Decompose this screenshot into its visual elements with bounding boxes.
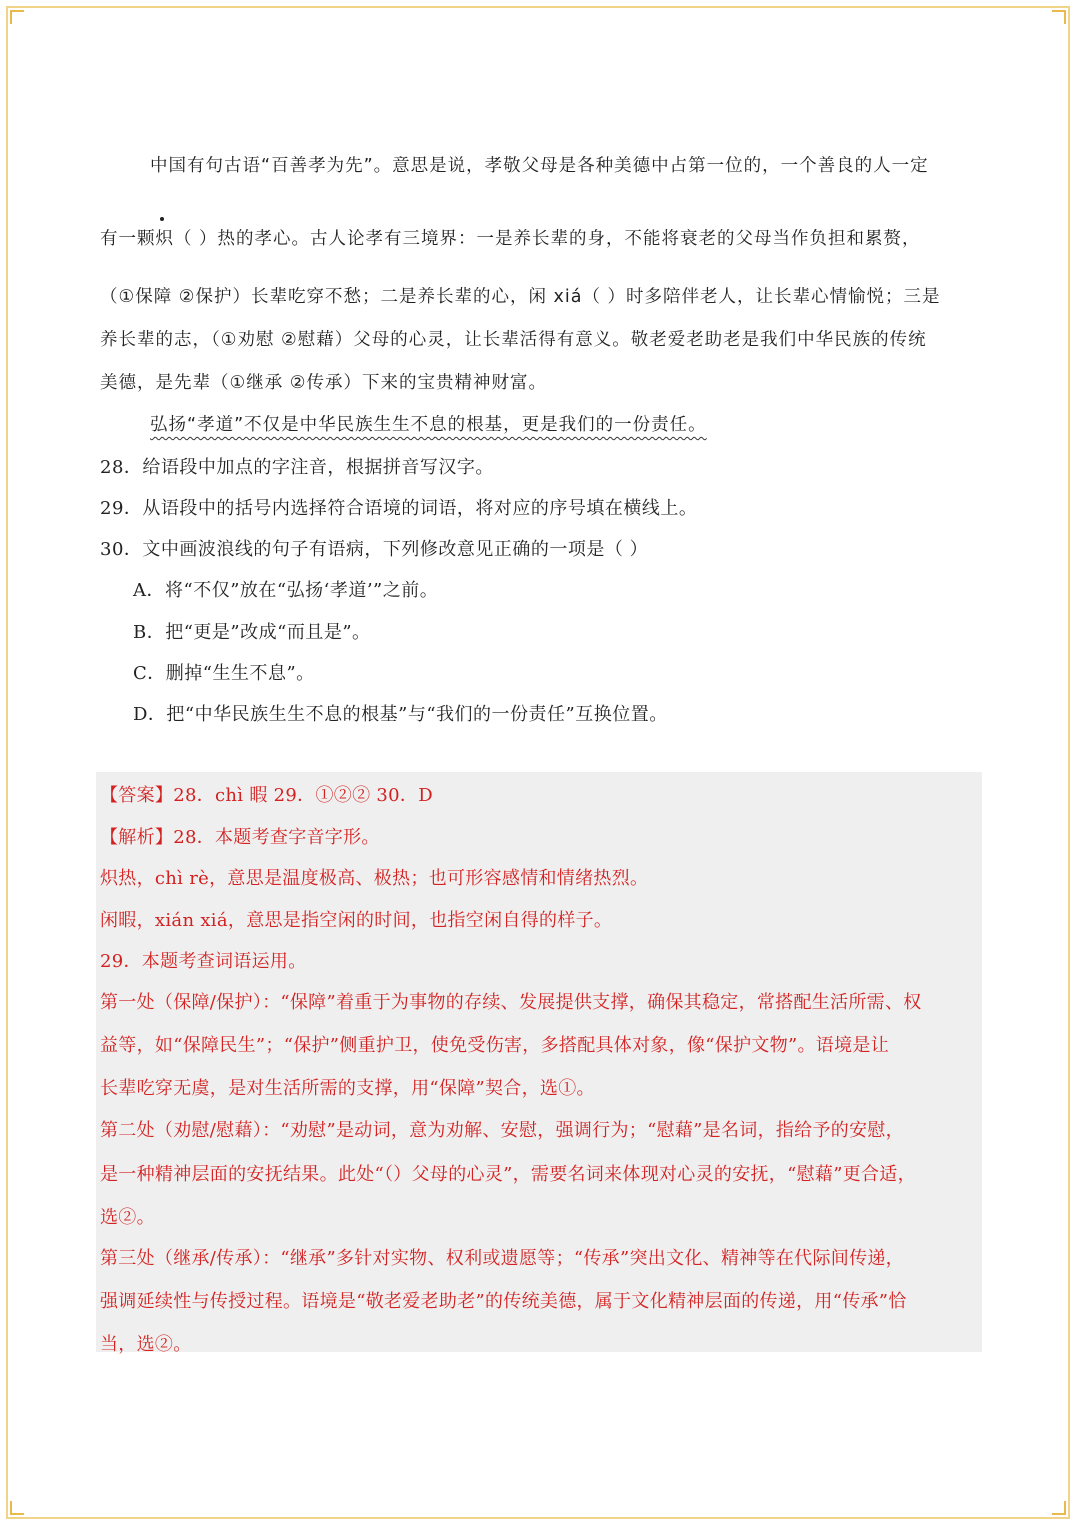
question-30: 30．文中画波浪线的句子有语病，下列修改意见正确的一项是（ ）	[100, 539, 649, 560]
answer-line	[100, 781, 433, 807]
corner-decoration	[1052, 1501, 1066, 1515]
passage-line: （①保障 ②保护）长辈吃穿不愁；二是养长辈的心，闲 xiá（ ）时多陪伴老人，让长辈心情愉悦；三是	[100, 287, 941, 307]
answer-label: 【答案】	[100, 785, 174, 806]
analysis-text: 29．本题考查词语运用。	[100, 951, 307, 972]
passage-line: 中国有句古语“百善孝为先”。意思是说，孝敬父母是各种美德中占第一位的，一个善良的人一定	[150, 156, 929, 176]
option-c: C．删掉“生生不息”。	[133, 663, 315, 684]
analysis-label: 【解析】	[100, 827, 174, 848]
analysis-text: 是一种精神层面的安抚结果。此处“（）父母的心灵”，需要名词来体现对心灵的安抚，“慰藉”更合适，	[100, 1164, 916, 1185]
corner-decoration	[10, 1501, 24, 1515]
analysis-intro: 28．本题考查字音字形。	[173, 827, 380, 848]
emphasis-dot	[160, 217, 164, 221]
option-d: D．把“中华民族生生不息的根基”与“我们的一份责任”互换位置。	[133, 704, 668, 725]
passage-line: 养长辈的志，（①劝慰 ②慰藉）父母的心灵，让长辈活得有意义。敬老爱老助老是我们中华民族的传统	[100, 330, 927, 350]
analysis-text: 第三处（继承/传承）：“继承”多针对实物、权利或遗愿等；“传承”突出文化、精神等在代际间传递，	[100, 1248, 904, 1269]
question-28: 28．给语段中加点的字注音，根据拼音写汉字。	[100, 457, 494, 478]
option-b: B．把“更是”改成“而且是”。	[133, 622, 371, 643]
passage-line: 有一颗炽（ ）热的孝心。古人论孝有三境界：一是养长辈的身，不能将衰老的父母当作负担和累赘，	[100, 229, 921, 249]
analysis-text: 长辈吃穿无虞，是对生活所需的支撑，用“保障”契合，选①。	[100, 1078, 595, 1099]
analysis-text: 益等，如“保障民生”；“保护”侧重护卫，使免受伤害，多搭配具体对象，像“保护文物”。语境是让	[100, 1035, 890, 1056]
analysis-text: 当，选②。	[100, 1334, 192, 1355]
analysis-line	[100, 823, 380, 849]
answer-text: 28．chì 暇 29．①②② 30．D	[173, 785, 433, 806]
analysis-text: 炽热，chì rè，意思是温度极高、极热；也可形容感情和情绪热烈。	[100, 868, 649, 889]
analysis-text: 闲暇，xián xiá，意思是指空闲的时间，也指空闲自得的样子。	[100, 910, 613, 931]
analysis-text: 第一处（保障/保护）：“保障”着重于为事物的存续、发展提供支撑，确保其稳定，常搭配生活所需、权	[100, 992, 922, 1013]
analysis-text: 选②。	[100, 1207, 155, 1228]
wavy-underlined-sentence: 弘扬“孝道”不仅是中华民族生生不息的根基，更是我们的一份责任。	[150, 415, 707, 435]
corner-decoration	[10, 10, 24, 24]
analysis-text: 强调延续性与传授过程。语境是“敬老爱老助老”的传统美德，属于文化精神层面的传递，用“传承”恰	[100, 1291, 907, 1312]
passage-line: 美德，是先辈（①继承 ②传承）下来的宝贵精神财富。	[100, 373, 547, 393]
corner-decoration	[1052, 10, 1066, 24]
question-29: 29．从语段中的括号内选择符合语境的词语，将对应的序号填在横线上。	[100, 498, 698, 519]
option-a: A．将“不仅”放在“弘扬‘孝道’”之前。	[133, 580, 439, 601]
analysis-text: 第二处（劝慰/慰藉）：“劝慰”是动词，意为劝解、安慰，强调行为；“慰藉”是名词，指给予的安慰，	[100, 1120, 904, 1141]
